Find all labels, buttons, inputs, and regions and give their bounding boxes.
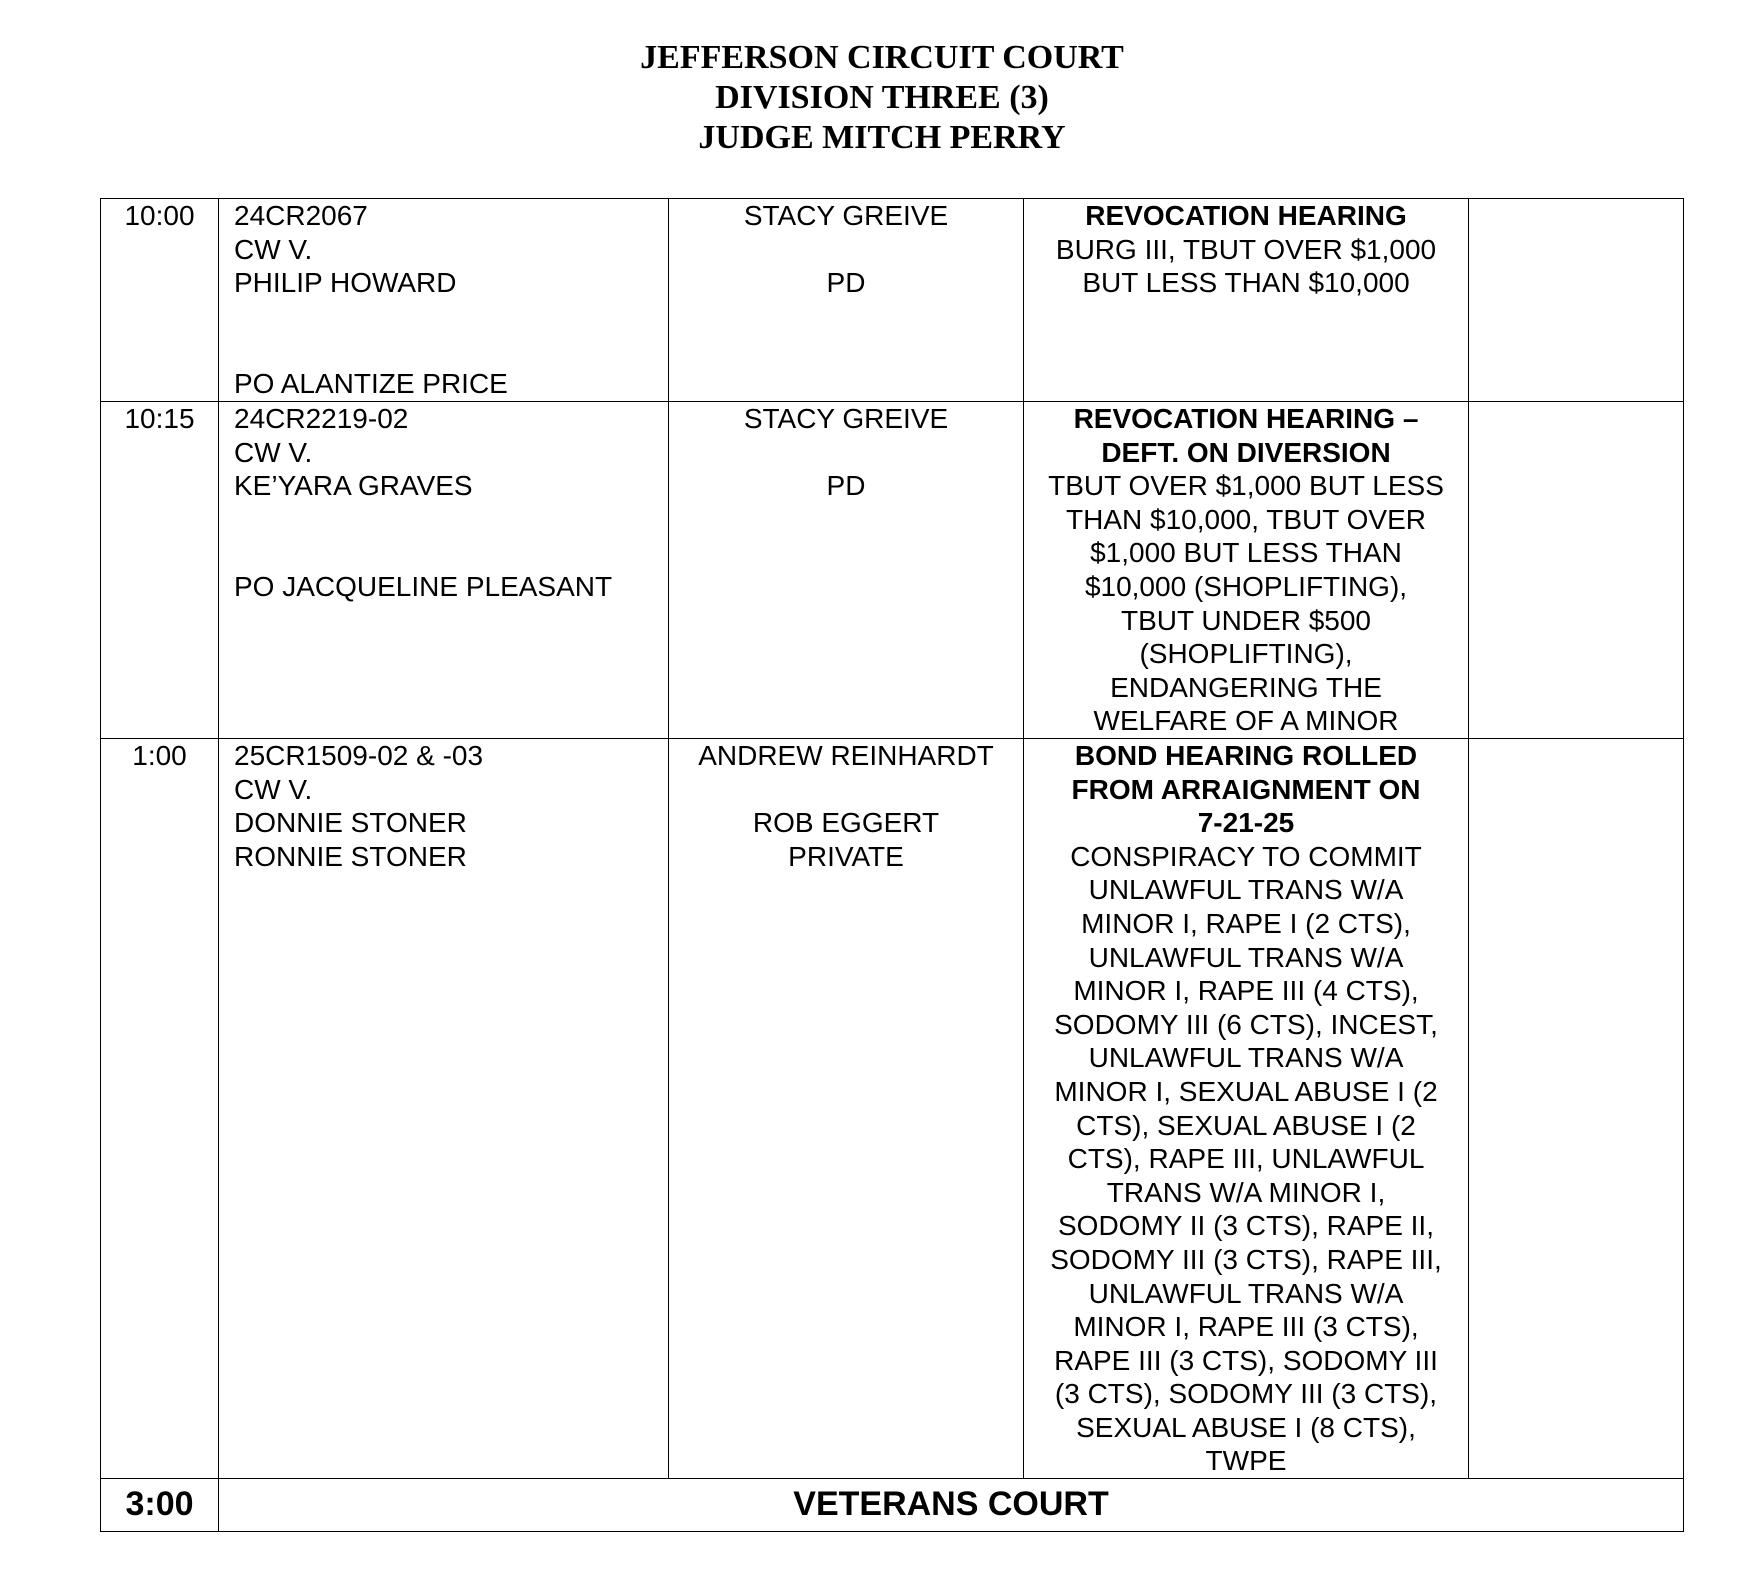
division-name: DIVISION THREE (3): [715, 79, 1049, 116]
docket-row: [101, 402, 1684, 739]
hearing-description: [1024, 402, 1469, 739]
hearing-time: 1:00: [101, 739, 219, 1479]
prosecutor: STACY GREIVE: [743, 403, 949, 434]
charge-line: RAPE III (3 CTS), SODOMY III: [1054, 1344, 1438, 1376]
charge-line: MINOR I, RAPE III (3 CTS),: [1073, 1311, 1419, 1343]
charge-line: ENDANGERING THE: [1110, 671, 1382, 703]
charge-line: TBUT UNDER $500: [1120, 604, 1371, 636]
hearing-time: 10:15: [101, 402, 219, 739]
charge-line: SEXUAL ABUSE I (8 CTS),: [1076, 1411, 1416, 1443]
charge-line: (3 CTS), SODOMY III (3 CTS),: [1054, 1378, 1438, 1410]
hearing-type: DEFT. ON DIVERSION: [1101, 436, 1391, 468]
attorneys: [669, 739, 1024, 1479]
charge-line: (SHOPLIFTING),: [1139, 638, 1353, 670]
court-name: JEFFERSON CIRCUIT COURT: [640, 39, 1124, 76]
case-style: CW V.: [234, 773, 313, 805]
charge-line: $1,000 BUT LESS THAN: [1090, 537, 1402, 569]
notes-cell: [1469, 402, 1684, 739]
hearing-description: [1024, 739, 1469, 1479]
defense-attorney: PD: [826, 267, 866, 299]
charge-line: UNLAWFUL TRANS W/A: [1088, 941, 1404, 973]
case-style: CW V.: [234, 233, 313, 265]
case-info: [219, 739, 669, 1479]
charge-line: THAN $10,000, TBUT OVER: [1066, 503, 1426, 535]
docket-row: [101, 739, 1684, 1479]
charge-line: CTS), SEXUAL ABUSE I (2: [1076, 1109, 1416, 1141]
docket-table: [100, 198, 1684, 1532]
case-style: CW V.: [234, 436, 313, 468]
probation-officer: PO JACQUELINE PLEASANT: [234, 570, 613, 602]
charge-line: CTS), RAPE III, UNLAWFUL: [1067, 1143, 1425, 1175]
defense-type: PRIVATE: [788, 840, 904, 872]
case-info: [219, 199, 669, 402]
charge-line: MINOR I, RAPE I (2 CTS),: [1081, 907, 1411, 939]
defense-attorney: ROB EGGERT: [752, 807, 940, 839]
charge-line: UNLAWFUL TRANS W/A: [1088, 1042, 1404, 1074]
judge-name: JUDGE MITCH PERRY: [698, 119, 1066, 156]
prosecutor: STACY GREIVE: [743, 200, 949, 231]
hearing-type: 7-21-25: [1197, 807, 1295, 839]
case-number: 24CR2067: [234, 200, 368, 231]
notes-cell: [1469, 199, 1684, 402]
hearing-description: [1024, 199, 1469, 402]
charge-line: BUT LESS THAN $10,000: [1082, 267, 1410, 299]
probation-officer: PO ALANTIZE PRICE: [234, 367, 508, 399]
session-label: VETERANS COURT: [219, 1479, 1684, 1532]
case-info: [219, 402, 669, 739]
defense-attorney: PD: [826, 470, 866, 502]
session-time: 3:00: [101, 1479, 219, 1532]
charge-line: WELFARE OF A MINOR: [1093, 705, 1399, 737]
docket-header: [0, 38, 1764, 158]
charge-line: SODOMY III (6 CTS), INCEST,: [1054, 1008, 1438, 1040]
case-number: 24CR2219-02: [234, 403, 409, 434]
case-number: 25CR1509-02 & -03: [234, 740, 484, 771]
charge-line: $10,000 (SHOPLIFTING),: [1084, 570, 1408, 602]
charge-line: MINOR I, RAPE III (4 CTS),: [1073, 975, 1419, 1007]
hearing-type: BOND HEARING ROLLED: [1074, 740, 1418, 771]
charge-line: UNLAWFUL TRANS W/A: [1088, 874, 1404, 906]
hearing-type: FROM ARRAIGNMENT ON: [1071, 773, 1421, 805]
hearing-type: REVOCATION HEARING –: [1073, 403, 1419, 434]
docket-row-session: [101, 1479, 1684, 1532]
hearing-type: REVOCATION HEARING: [1085, 200, 1407, 231]
defendant-name: RONNIE STONER: [234, 840, 467, 872]
charge-line: SODOMY II (3 CTS), RAPE II,: [1058, 1210, 1434, 1242]
attorneys: [669, 199, 1024, 402]
defendant-name: KE’YARA GRAVES: [234, 470, 473, 502]
charge-line: BURG III, TBUT OVER $1,000: [1055, 233, 1437, 265]
notes-cell: [1469, 739, 1684, 1479]
prosecutor: ANDREW REINHARDT: [698, 740, 994, 771]
charge-line: UNLAWFUL TRANS W/A: [1088, 1277, 1404, 1309]
charge-line: TWPE: [1205, 1445, 1287, 1477]
docket-row: [101, 199, 1684, 402]
defendant-name: DONNIE STONER: [234, 807, 467, 839]
charge-line: TBUT OVER $1,000 BUT LESS: [1048, 470, 1444, 502]
charge-line: TRANS W/A MINOR I,: [1106, 1176, 1386, 1208]
charge-line: SODOMY III (3 CTS), RAPE III,: [1050, 1243, 1442, 1275]
charge-line: CONSPIRACY TO COMMIT: [1070, 840, 1422, 872]
charge-line: MINOR I, SEXUAL ABUSE I (2: [1054, 1075, 1438, 1107]
defendant-name: PHILIP HOWARD: [234, 267, 457, 299]
hearing-time: 10:00: [101, 199, 219, 402]
attorneys: [669, 402, 1024, 739]
